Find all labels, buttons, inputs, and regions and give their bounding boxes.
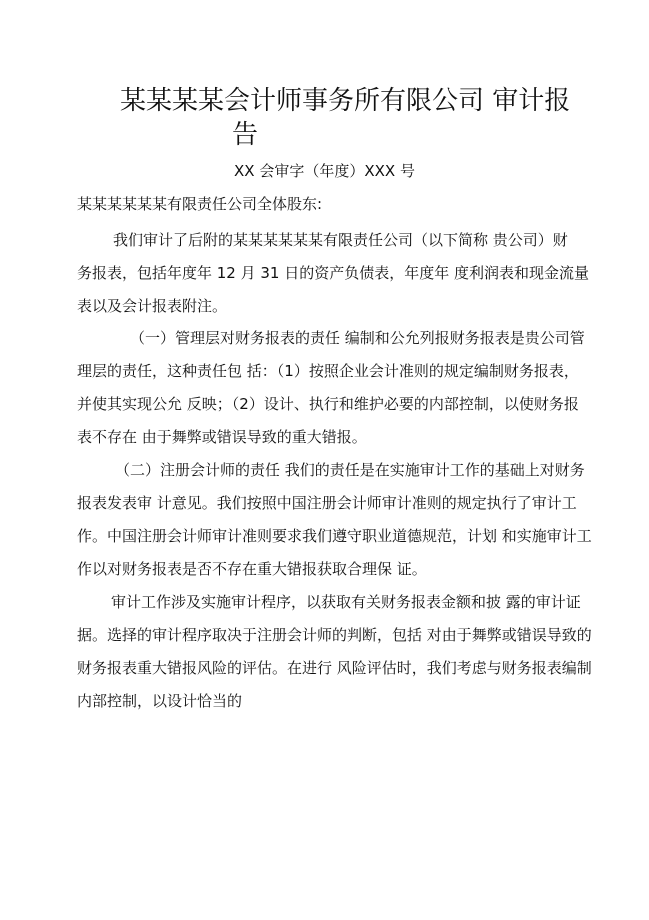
paragraph-3: [77, 459, 592, 580]
paragraph-line: 并使其实现公允 反映；（2）设计、执行和维护必要的内部控制，以使财务报: [77, 395, 579, 413]
paragraph-line: 作。中国注册会计师审计准则要求我们遵守职业道德规范，计划 和实施审计工: [77, 527, 592, 545]
report-title-line-1: 某某某某会计师事务所有限公司 审计报: [120, 86, 571, 116]
paragraph-line: 报表发表审 计意见。我们按照中国注册会计师审计准则的规定执行了审计工: [77, 494, 577, 512]
paragraph-line: 审计工作涉及实施审计程序，以获取有关财务报表金额和披 露的审计证: [111, 593, 581, 611]
paragraph-line: 内部控制，以设计恰当的: [77, 692, 243, 710]
paragraph-line: 据。选择的审计程序取决于注册会计师的判断，包括 对由于舞弊或错误导致的: [77, 626, 592, 644]
paragraph-line: 表不存在 由于舞弊或错误导致的重大错报。: [77, 428, 367, 446]
report-title-line-2: 告: [232, 120, 259, 150]
addressee: [77, 193, 577, 215]
paragraph-line: （一）管理层对财务报表的责任 编制和公允列报财务报表是贵公司管: [130, 329, 585, 347]
paragraph-line: 表以及会计报表附注。: [77, 297, 228, 315]
paragraph-line: 理层的责任，这种责任包 括：（1）按照企业会计准则的规定编制财务报表，: [77, 362, 579, 380]
document-number: XX 会审字（年度）XXX 号: [234, 162, 415, 180]
addressee-text: 某某某某某某有限责任公司全体股东:: [77, 195, 323, 213]
paragraph-line: 务报表，包括年度年 12 月 31 日的资产负债表，年度年 度利润表和现金流量: [77, 264, 590, 282]
paragraph-2: [77, 327, 585, 448]
paragraph-line: 我们审计了后附的某某某某某某有限责任公司（以下简称 贵公司）财: [113, 231, 568, 249]
paragraph-line: （二）注册会计师的责任 我们的责任是在实施审计工作的基础上对财务: [115, 461, 585, 479]
paragraph-1: [77, 229, 590, 317]
report-title: [120, 84, 580, 152]
paragraph-line: 作以对财务报表是否不存在重大错报获取合理保 证。: [77, 560, 427, 578]
paragraph-4: [77, 591, 592, 712]
paragraph-line: 财务报表重大错报风险的评估。在进行 风险评估时，我们考虑与财务报表编制: [77, 659, 592, 677]
